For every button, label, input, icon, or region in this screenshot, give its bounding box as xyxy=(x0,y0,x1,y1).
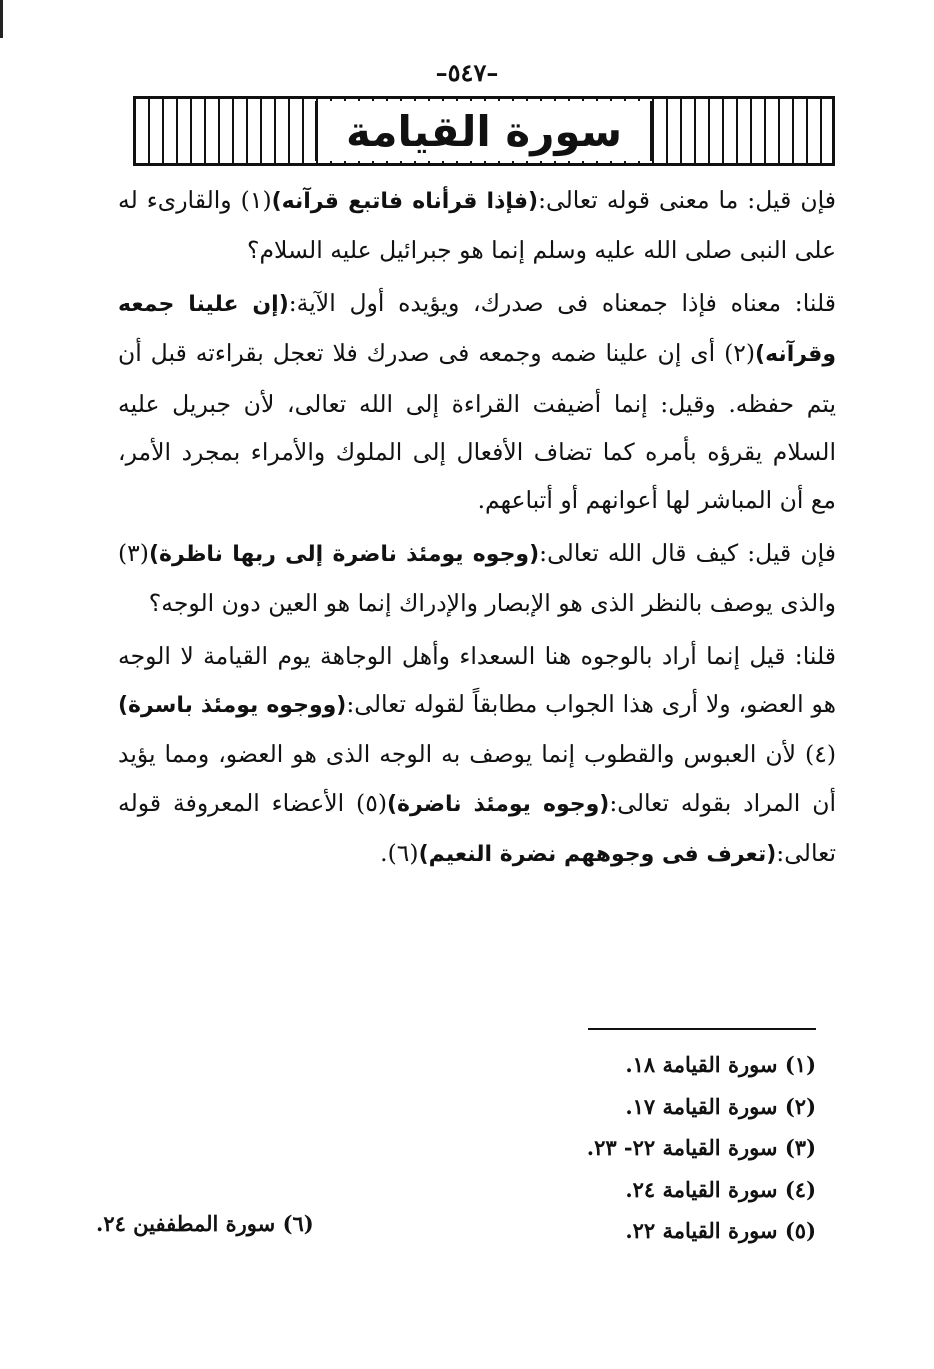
footnotes-left-column xyxy=(96,1210,396,1238)
paragraph-text: لأن العبوس والقطوب إنما يوصف به الوجه الذى هو العضو، ومما يؤيد أن المراد بقوله تعالى: xyxy=(118,740,836,817)
paragraph-text: أى إن علينا ضمه وجمعه فى صدرك فلا تعجل بقراءته قبل أن يتم حفظه. وقيل: إنما أضيفت القراءة إلى الله تعالى، لأن جبريل عليه السلام يقرؤه بأمره كما تضاف الأفعال إلى الملوك والأمراء بمجرد الأمر، مع أن المباشر لها أعوانهم أو أتباعهم. xyxy=(118,339,836,515)
paragraph xyxy=(118,529,836,628)
footnote-item: (٢) سورة القيامة ١٧. xyxy=(625,1093,816,1119)
footnote-item: (٦) سورة المطففين ٢٤. xyxy=(96,1211,314,1236)
footnote-item: (٥) سورة القيامة ٢٢. xyxy=(625,1218,816,1243)
paragraph-text: الأعضاء المعروفة قوله تعالى: xyxy=(118,788,836,868)
footnote-item: (٣) سورة القيامة ٢٢- ٢٣. xyxy=(586,1135,816,1160)
quran-quote: (فإذا قرأناه فاتبع قرآنه) xyxy=(271,189,539,214)
paragraph-text: قلنا: قيل إنما أراد بالوجوه هنا السعداء وأهل الوجاهة يوم القيامة لا الوجه هو العضو، ولا أرى هذا الجواب مطابقاً لقوله تعالى: xyxy=(118,641,836,719)
paragraph-text: والقارىء له على النبى صلى الله عليه وسلم إنما هو جبرائيل عليه السلام؟ xyxy=(118,186,836,265)
footnote-ref: (٥) xyxy=(356,788,387,817)
paragraph xyxy=(118,176,836,275)
footnote-ref: (١) xyxy=(240,186,272,214)
footnote-item: (١) سورة القيامة ١٨. xyxy=(625,1052,816,1077)
title-box xyxy=(315,101,653,161)
paragraph-text: فإن قيل: كيف قال الله تعالى: xyxy=(539,538,837,567)
main-text xyxy=(118,176,836,884)
footnote-ref: (٤) xyxy=(805,740,836,769)
paragraph-text: والذى يوصف بالنظر الذى هو الإبصار والإدراك إنما هو العين دون الوجه؟ xyxy=(148,589,836,618)
quran-quote: (ووجوه يومئذ باسرة) xyxy=(118,693,347,719)
quran-quote: (تعرف فى وجوههم نضرة النعيم) xyxy=(418,842,777,868)
footnote-ref: (٦) xyxy=(387,839,419,868)
page-number: –٥٤٧– xyxy=(435,58,499,87)
footnote-divider xyxy=(588,1028,816,1030)
paragraph-text: قلنا: معناه فإذا جمعناه فى صدرك، ويؤيده أول الآية: xyxy=(288,288,836,317)
quran-quote: (وجوه يومئذ ناضرة إلى ربها ناظرة) xyxy=(148,541,540,567)
footnotes-right-column xyxy=(496,1044,816,1252)
paragraph xyxy=(118,279,836,525)
quran-quote: (إن علينا جمعه وقرآنه) xyxy=(118,291,836,368)
paragraph xyxy=(118,632,836,880)
title-banner xyxy=(133,96,835,166)
footnote-ref: (٢) xyxy=(724,339,756,368)
surah-title: سورة القيامة xyxy=(345,106,623,156)
quran-quote: (وجوه يومئذ ناضرة) xyxy=(387,791,610,817)
footnote-ref: (٣) xyxy=(118,538,149,567)
paragraph-text: فإن قيل: ما معنى قوله تعالى: xyxy=(538,186,836,214)
scan-edge-mark xyxy=(0,0,3,38)
footnote-item: (٤) سورة القيامة ٢٤. xyxy=(625,1176,816,1202)
paragraph-text: . xyxy=(380,839,388,868)
